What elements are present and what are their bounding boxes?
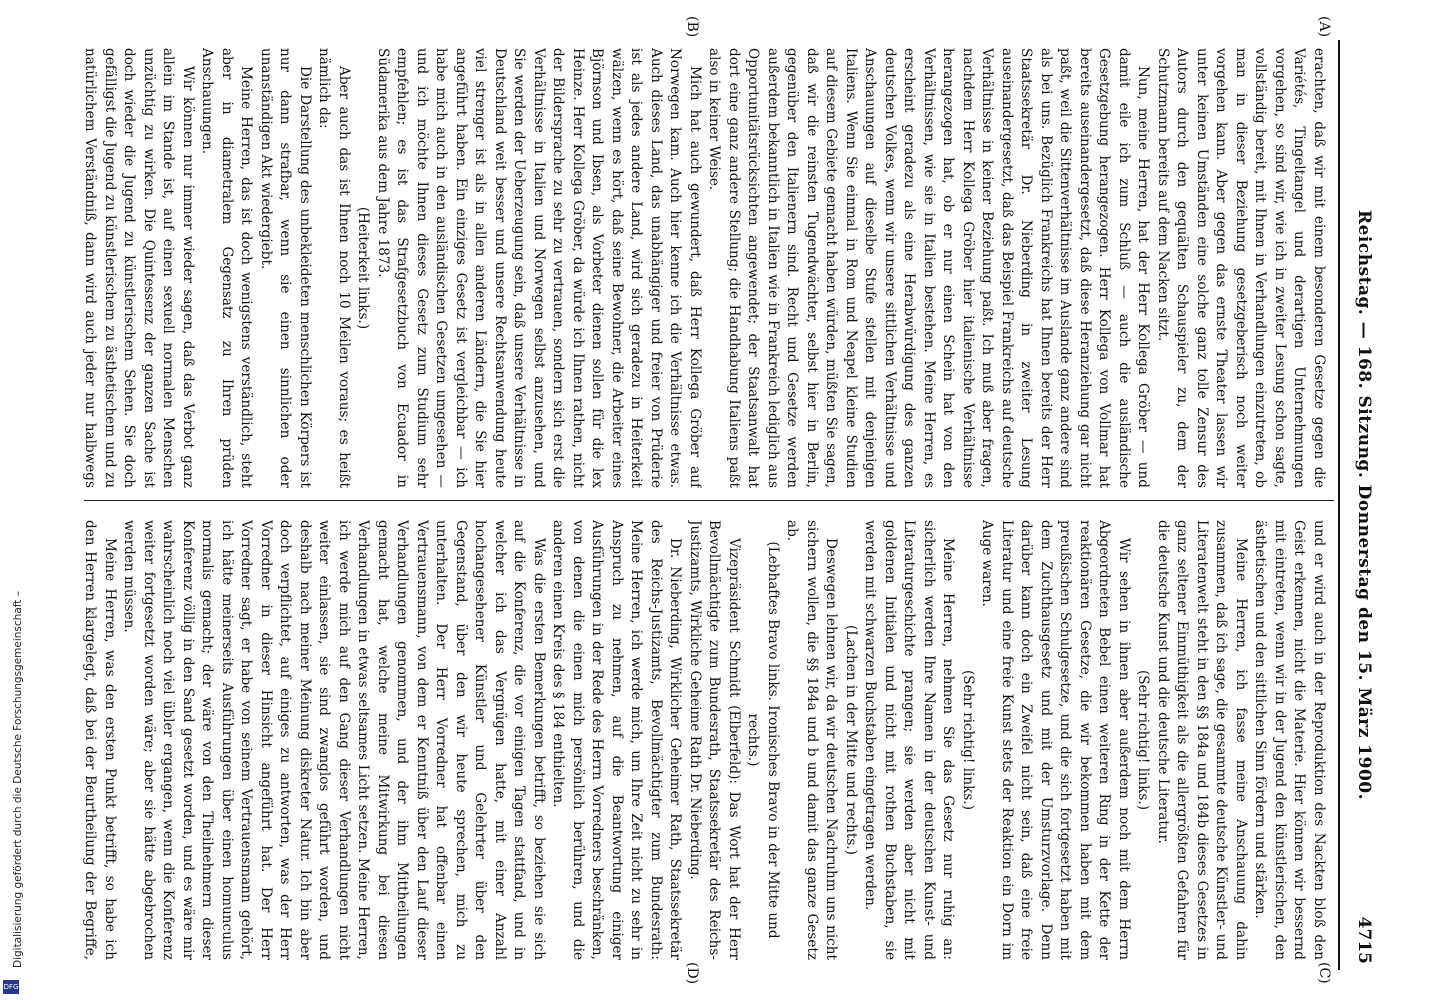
paragraph: Mich hat auch gewundert, daß Herr Kollega Gröber auf Norwegen kam. Auch hier kenne ich die Verhältnisse etwas. Auch dieses Land, das unabhängiger und freier von Prüderie ist als jedes andere Land, wird sich geradezu in Heiterkeit wälzen, wenn es hört, daß seine Bewohner, die Arbeiter eines Björnson und Ibsen, als Vorbeter dienen sollen für die lex Heinze. Herr Kollega Gröber, da würde ich Ihnen rathen, nicht der Bildersprache zu sehr zu vertrauen, sondern sich erst die Verhältnisse in Italien und Norwegen selbst anzusehen, und Sie werden der Ueberzeugung sein, daß unsere Verhältnisse in Deutschland weit besser und unsere Rechtsanwendung heute viel strenger ist als in allen anderen Ländern, die Sie hier angeführt haben. Ein einziges Gesetz ist vergleichbar — ich habe mich auch in den ausländischen Gesetzen umgesehen — und ich möchte Ihnen dieses Gesetz zum Studium sehr empfehlen; es ist das Strafgesetzbuch von Ecuador in Südamerika aus dem Jahre 1873. [375,48,703,488]
paragraph: Vizepräsident Schmidt (Elberfeld): Das Wort hat der Herr Bevollmächtigte zum Bundesrath, Staatssekretär des Reichs-Justizamts, Wirkliche Geheime Rath Dr. Nieberding. [687,520,742,960]
page-number: 4715 [1354,916,1374,964]
margin-marker-c: (C) [1316,962,1332,984]
page-title: Reichstag. — 168. Sitzung. Donnerstag den 15. März 1900. [1354,209,1374,801]
paragraph: Wir sehen in ihnen aber außerdem noch mit dem Herrn Abgeordneten Bebel einen weiteren Ring in der Kette der reaktionären Gesetze, die wir bekommen haben mit dem preußischen Schulgesetze, und die sich fortgesetzt haben mit dem Zuchthausgesetz und mit der Umsturzvorlage. Denn darüber kann doch ein Zweifel nicht sein, daß eine freie Literatur und eine freie Kunst stets der Reaktion ein Dorn im Auge waren. [979,520,1132,960]
right-column [78,520,1328,960]
column-divider [84,500,1334,501]
paragraph: Wir können nur immer wieder sagen, daß das Verbot ganz allein im Stande ist, auf einen sexuell normalen Menschen unzüchtig zu wirken. Die Quintessenz der ganzen Sache ist doch wieder die Jugend zu künstlerischem Sehen. Sie doch gefälligst die Jugend zu künstlerischem zu ästhetischem und zu natürlichem Verständniß, dann wird auch jeder nur halbwegs [82,48,196,488]
paragraph: Dr. Nieberding, Wirklicher Geheimer Rath, Staatssekretär des Reichs-Justizamts, Bevollmächtigter zum Bundesrath: Meine Herren, ich werde mich, um Ihre Zeit nicht zu sehr in Anspruch zu nehmen, auf die Beantwortung einiger Ausführungen in der Rede des Herrn Vorredners beschränken, von denen die einen mich persönlich berühren, und die anderen einen Kreis des § 184 enthielten. [550,520,684,960]
interjection: (Sehr richtig! links.) [960,669,976,811]
interjection: (Lebhaftes Bravo links. Ironisches Bravo in der Mitte und rechts.) [745,541,781,939]
paragraph: Was die ersten Bemerkungen betrifft, so beziehen sie sich auf die Konferenz, die vor einigen Tagen stattfand, und in welcher ich das Vergnügen hatte, mit einer Anzahl hochangesehener Künstler und Gelehrter über den Gegenstand, über den wir heute sprechen, mich zu unterhalten. Der Herr Vorredner hat offenbar einen Vertrauensmann, von dem er Kenntniß über den Lauf dieser Verhandlungen genommen, und der ihm Mittheilungen gemacht hat, welche meine Mitwirkung bei diesen Verhandlungen in etwas seltsames Licht setzen. Meine Herren, ich werde mich auf den Gang dieser Verhandlungen nicht weiter einlassen, sie sind zwanglos geführt worden, und deshalb nach meiner Meinung diskreter Natur. Ich bin aber doch verpflichtet, auf einiges zu antworten, was der Herr Vorredner in dieser Hinsicht angeführt hat. Der Herr Vorredner sagt, er habe von seinem Vertrauensmann gehört, ich hätte meinerseits Ausführungen über einen homunculus normalis gemacht; der wäre von den Theilnehmern dieser Konferenz völlig in den Sand gesetzt worden, und es wäre mir wahrscheinlich noch viel übler ergangen, wenn die Konferenz weiter fortgesetzt worden wäre; aber sie hätte abgebrochen werden müssen. [121,520,547,960]
header-rule [1338,40,1340,970]
quotation: Die Darstellung des unbekleideten menschlichen Körpers ist nur dann strafbar, wenn sie einen sinnlichen oder unanständigen Akt wiedergiebt. [258,48,313,488]
margin-marker-b: (B) [684,16,700,38]
paragraph: Deswegen lehnen wir, da wir deutschen Nachruhm uns nicht sichern wollen, die §§ 184a und b und damit das ganze Gesetz ab. [784,520,840,960]
paragraph: Meine Herren, was den ersten Punkt betrifft, so habe ich den Herren klargelegt, daß bei der Beurtheilung der Begriffe, [82,520,118,960]
paragraph: Meine Herren, das ist doch wenigstens verständlich, steht aber in diametralem Gegensatz zu Ihren prüden Anschauungen. [199,48,255,488]
credit-text: Digitalisierung gefördert durch die Deutsche Forschungsgemeinschaft – [12,591,24,968]
interjection: (Lachen in der Mitte und rechts.) [843,625,859,855]
margin-marker-d: (D) [684,962,700,985]
paragraph: Meine Herren, ich fasse meine Anschauung dahin zusammen, daß ich sage, die gesammte deutsche Künstler- und Literatenwelt steht in den §§ 184a und 184b dieses Gesetzes in ganz seltener Einmüthigkeit als die allergrößten Gefahren für die deutsche Kunst und die deutsche Literatur. [1155,520,1249,960]
paragraph: Nun, meine Herren, hat der Herr Kollega Gröber — und damit eile ich zum Schluß — auch die ausländische Gesetzgebung herangezogen. Herr Kollega von Vollmar hat bereits auseinandergesetzt, daß diese Heranziehung gar nicht paßt, weil die Sittenverhältnisse im Auslande ganz andere sind als bei uns. Bezüglich Frankreichs hat Ihnen bereits der Herr Staatssekretär Dr. Nieberding in zweiter Lesung auseinandergesetzt, daß das Beispiel Frankreichs auf deutsche Verhältnisse in keiner Beziehung paßt. Ich muß aber fragen, nachdem Herr Kollega Gröber hier italienische Verhältnisse herangezogen hat, ob er nur einen Schein hat von den Verhältnissen, wie sie in Italien bestehen. Meine Herren, es erscheint geradezu als eine Herabwürdigung des ganzen deutschen Volkes, wenn wir unsere sittlichen Verhältnisse und Anschauungen auf dieselbe Stufe stellen mit denjenigen Italiens. Wenn Sie einmal in Rom und Neapel kleine Studien auf diesem Gebiete gemacht haben würden, müßten Sie sagen, daß wir die reinsten Tugendwächter, selbst hier in Berlin, gegenüber den Italienern sind. Recht und Gesetze werden außerdem bekanntlich in Italien wie in Frankreich lediglich aus Opportunitätsrücksichten angewendet; der Staatsanwalt hat dort eine ganz andere Stellung; die Handhabung Italiens paßt also in keiner Weise. [706,48,1152,488]
document-page [10,10,1380,990]
margin-marker-a: (A) [1316,16,1332,38]
left-column [78,48,1328,488]
dfg-logo: DFG [3,980,19,994]
page-header [1340,40,1380,970]
paragraph: Aber auch das ist Ihnen noch 10 Meilen voraus; es heißt nämlich da: [316,48,352,488]
paragraph: erachten, daß wir mit einem besonderen Gesetze gegen die Variétés, Tingeltangel und derartigen Unternehmungen vorgehen, so sind wir, wie ich in zweiter Lesung schon sagte, vollständig bereit, mit Ihnen in Verhandlungen einzutreten, ob man in dieser Beziehung gesetzgeberisch noch weiter vorgehen kann. Aber gegen das ernste Theater lassen wir unter keinen Umständen eine solche ganz tolle Zensur des Autors durch den gequälten Schauspieler zu, dem der Schutzmann bereits auf dem Nacken sitzt. [1155,48,1327,488]
interjection: (Heiterkeit links.) [355,206,372,330]
paragraph: und er wird auch in der Reproduktion des Nackten bloß den Geist erkennen, nicht die Materie. Hier können wir bessernd mit eintreten, wenn wir in der Jugend den künstlerischen, den ästhetischen und den sittlichen Sinn fördern und stärken. [1252,520,1327,960]
paragraph: Meine Herren, nehmen Sie das Gesetz nur ruhig an: sicherlich werden Ihre Namen in der deutschen Kunst- und Literaturgeschichte prangen; sie werden aber nicht mit goldenen Initialen und nicht mit rothen Buchstaben, sie werden mit schwarzen Buchstaben eingetragen werden. [862,520,957,960]
interjection: (Sehr richtig! links.) [1135,669,1152,811]
digitization-credit [0,0,22,1000]
